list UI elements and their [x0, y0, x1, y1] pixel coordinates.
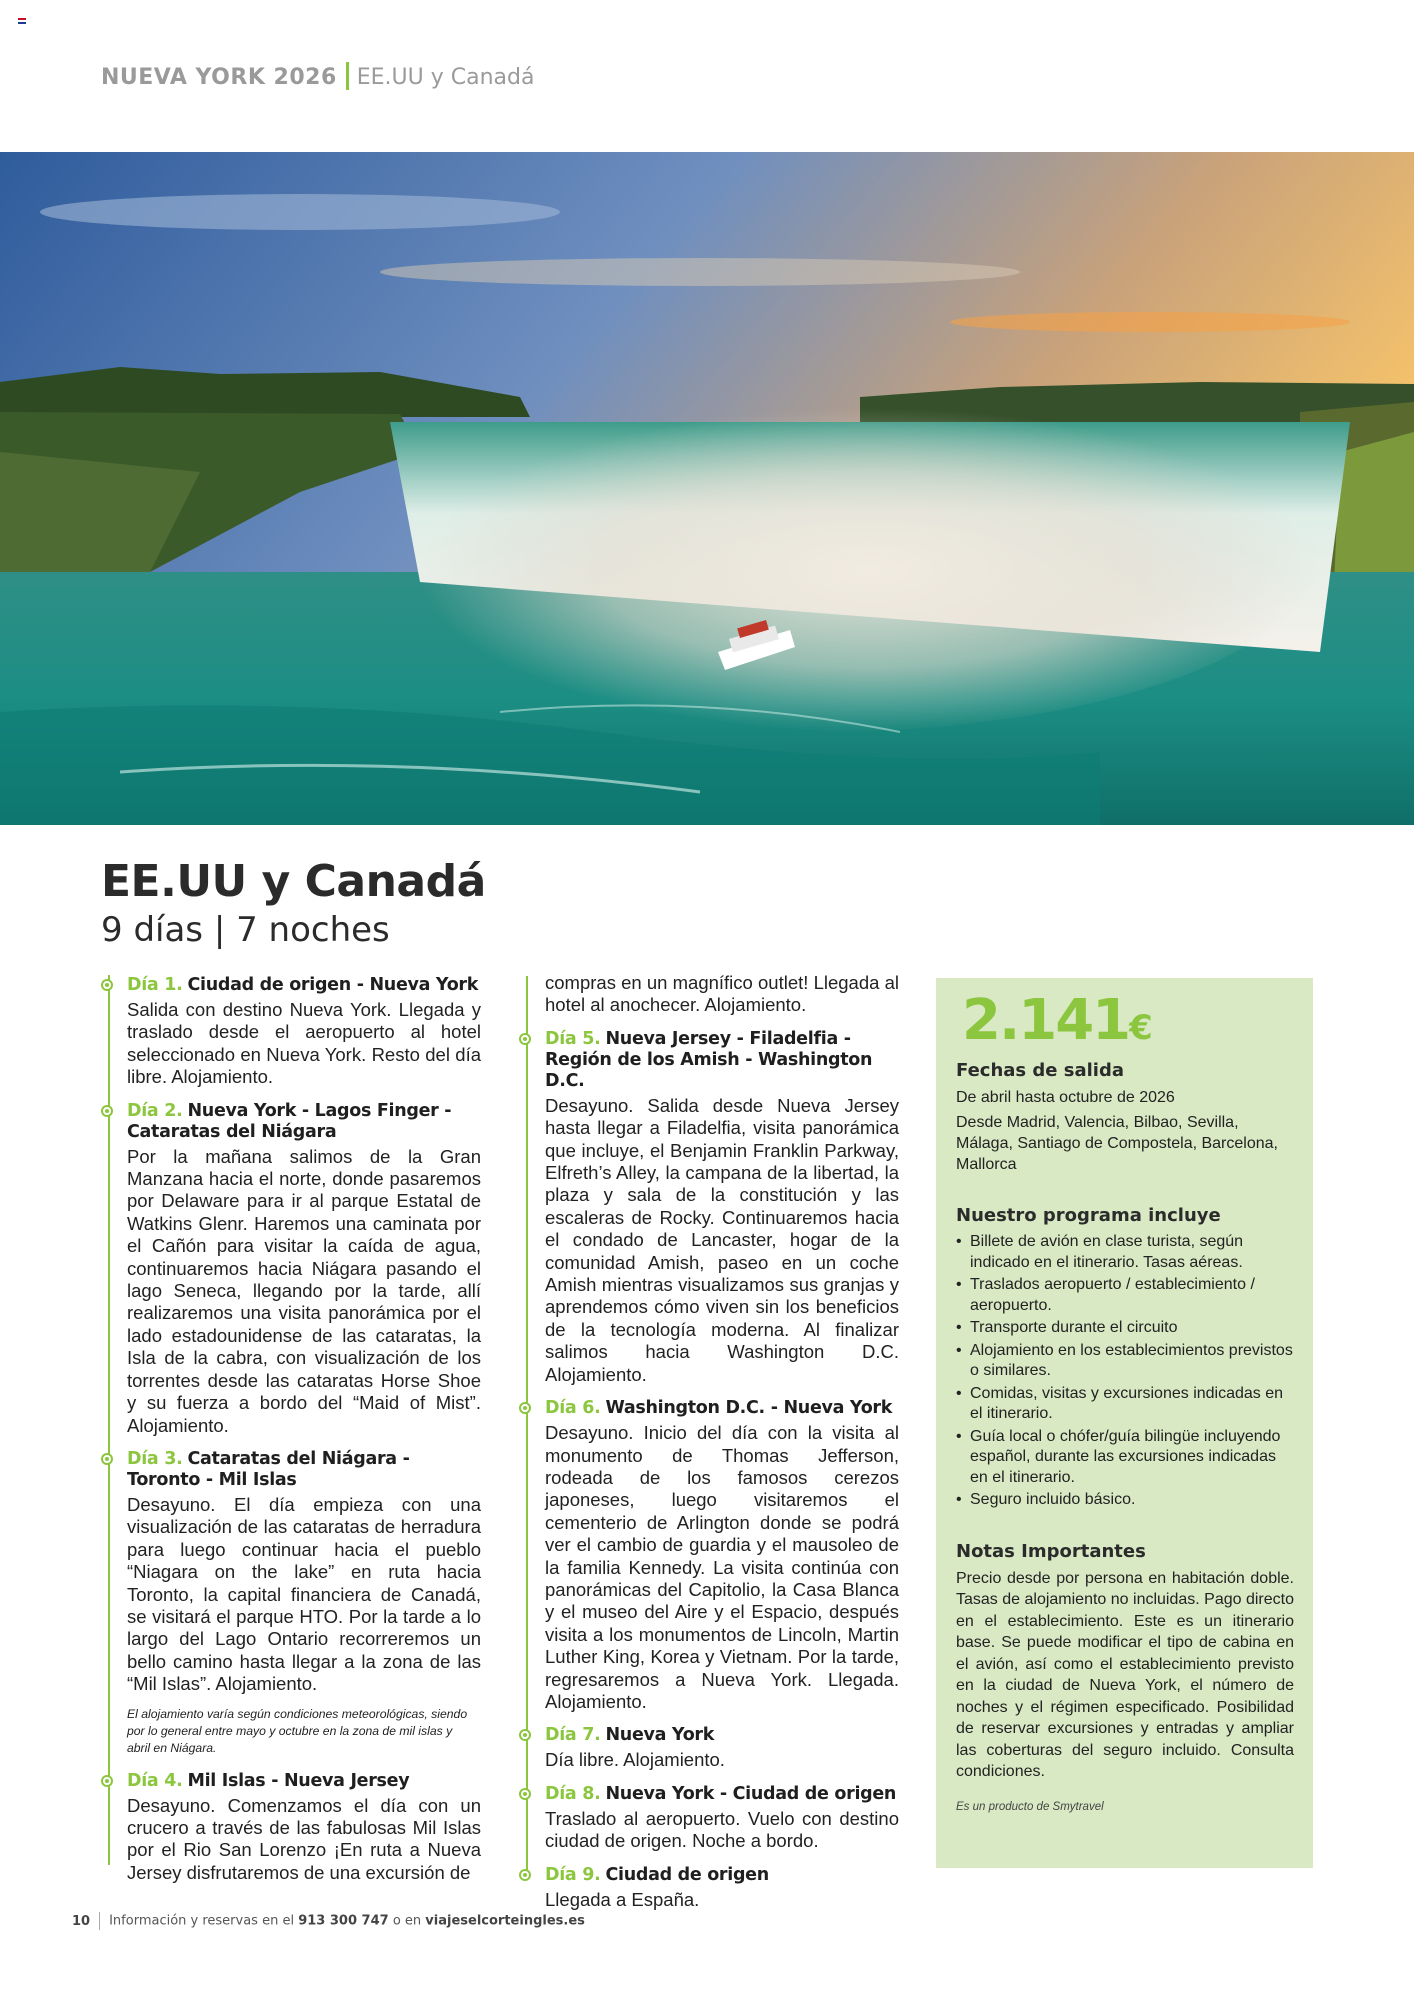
day-heading: [127, 1449, 481, 1491]
product-credit: Es un producto de Smytravel: [956, 1800, 1104, 1813]
day-text: Día libre. Alojamiento.: [545, 1749, 725, 1771]
price-amount: 2.141: [962, 988, 1130, 1053]
timeline-dot-icon: [101, 1105, 113, 1117]
includes-list: [956, 1232, 1294, 1511]
day-text: compras en un magnífico outlet! Llegada al hotel al anochecer. Alojamiento.: [545, 972, 899, 1016]
day-number: Día 4.: [127, 1770, 183, 1791]
itinerary-column-2: [519, 972, 899, 1910]
day-item: [519, 1725, 899, 1771]
departure-dates-heading: Fechas de salida: [956, 1060, 1124, 1081]
departure-cities: Desde Madrid, Valencia, Bilbao, Sevilla, Málaga, Santiago de Compostela, Barcelona, Mallorca: [956, 1114, 1278, 1173]
day-title: Nueva Jersey - Filadelfia - Región de los Amish - Washington D.C.: [545, 1028, 873, 1091]
timeline-dot-icon: [519, 1033, 531, 1045]
timeline-dot-icon: [101, 1775, 113, 1787]
day-heading: [545, 1784, 899, 1805]
day-number: Día 7.: [545, 1725, 601, 1746]
day-number: Día 1.: [127, 975, 183, 995]
day-heading: [127, 1771, 481, 1792]
day-text: Salida con destino Nueva York. Llegada y traslado desde el aeropuerto al hotel seleccionado en Nueva York. Resto del día libre. Alojamiento.: [127, 999, 481, 1088]
day-item: [519, 1029, 899, 1386]
includes-heading: Nuestro programa incluye: [956, 1205, 1221, 1226]
price: [962, 988, 1151, 1053]
header-section: EE.UU y Canadá: [356, 65, 535, 90]
includes-item: • Alojamiento en los establecimientos previstos o similares.: [956, 1341, 1294, 1382]
day-title: Nueva York - Ciudad de origen: [605, 1783, 897, 1804]
day-title: Nueva York - Lagos Finger - Cataratas del Niágara: [127, 1100, 452, 1142]
day-text: Traslado al aeropuerto. Vuelo con destino ciudad de origen. Noche a bordo.: [545, 1807, 899, 1852]
day-title: Ciudad de origen: [605, 1864, 769, 1885]
day-title: Ciudad de origen - Nueva York: [187, 975, 479, 995]
day-title: Mil Islas - Nueva Jersey: [187, 1770, 410, 1791]
header-divider: [346, 62, 349, 90]
day-text: Llegada a España.: [545, 1888, 700, 1910]
accommodation-note: El alojamiento varía según condiciones meteorológicas, siendo por lo general entre mayo y octubre en la zona de mil islas y abril en Niágara.: [127, 1706, 468, 1755]
header-brand: NUEVA YORK 2026: [101, 65, 337, 90]
trip-title: EE.UU y Canadá: [101, 856, 486, 907]
includes-item: • Billete de avión en clase turista, según indicado en el itinerario. Tasas aéreas.: [956, 1232, 1294, 1273]
day-title: Cataratas del Niágara - Toronto - Mil Islas: [127, 1448, 410, 1490]
page-number: 10: [72, 1913, 91, 1929]
includes-item: • Traslados aeropuerto / establecimiento / aeropuerto.: [956, 1275, 1294, 1316]
day-number: Día 8.: [545, 1783, 601, 1804]
page-footer: [72, 1912, 585, 1930]
price-currency: €: [1129, 1008, 1151, 1048]
day-item: [519, 1398, 899, 1713]
day-number: Día 6.: [545, 1398, 601, 1419]
day-item: [519, 1784, 899, 1853]
day-title: Washington D.C. - Nueva York: [605, 1398, 893, 1419]
timeline-dot-icon: [519, 1402, 531, 1414]
footer-website-link[interactable]: viajeselcorteingles.es: [425, 1913, 585, 1929]
footer-phone[interactable]: 913 300 747: [298, 1913, 389, 1929]
includes-item: • Seguro incluido básico.: [956, 1490, 1294, 1511]
flag-icon: [18, 18, 26, 24]
day-number: Día 3.: [127, 1448, 183, 1469]
day-title: Nueva York: [605, 1725, 715, 1746]
timeline-dot-icon: [519, 1869, 531, 1881]
day-heading: [545, 1398, 899, 1419]
footer-text-pre: Información y reservas en el: [109, 1913, 295, 1929]
day-item: [101, 975, 481, 1089]
day-continuation: [519, 972, 899, 1017]
day-item: [101, 1101, 481, 1437]
price-box-content: [956, 1060, 1294, 1813]
day-item: [101, 1449, 481, 1757]
itinerary-column-1: [101, 975, 481, 1883]
includes-item: • Guía local o chófer/guía bilingüe incluyendo español, durante las excursiones indicadas en el itinerario.: [956, 1427, 1294, 1489]
includes-item: • Transporte durante el circuito: [956, 1318, 1294, 1339]
page-header: [101, 64, 534, 92]
day-number: Día 5.: [545, 1028, 601, 1049]
departure-dates-range: De abril hasta octubre de 2026: [956, 1089, 1175, 1106]
trip-subtitle: 9 días | 7 noches: [101, 910, 390, 950]
day-text: Desayuno. El día empieza con una visualización de las cataratas de herradura para luego continuar hacia el pueblo “Niagara on the lake” en ruta hacia Toronto, la capital financiera de Canadá, se visitará el parque HTO. Por la tarde a lo largo del Lago Ontario recorreremos un bello camino hasta llegar a la zona de las “Mil Islas”. Alojamiento.: [127, 1493, 481, 1695]
day-number: Día 9.: [545, 1864, 601, 1885]
day-heading: [127, 1101, 481, 1143]
timeline-dot-icon: [101, 979, 113, 991]
includes-item: • Comidas, visitas y excursiones indicadas en el itinerario.: [956, 1384, 1294, 1425]
day-number: Día 2.: [127, 1100, 183, 1121]
day-text: Desayuno. Comenzamos el día con un crucero a través de las fabulosas Mil Islas por el Rio San Lorenzo ¡En ruta a Nueva Jersey disfrutaremos de una excursión de: [127, 1794, 481, 1883]
timeline-dot-icon: [519, 1729, 531, 1741]
day-item: [519, 1865, 899, 1911]
price-box: [936, 978, 1313, 1868]
day-item: [101, 1771, 481, 1885]
day-heading: [127, 975, 481, 996]
day-text: Desayuno. Inicio del día con la visita al monumento de Thomas Jefferson, rodeada de los famosos cerezos japoneses, luego visitaremos el cementerio de Arlington donde se podrá ver el cambio de guardia y el mausoleo de la familia Kennedy. La visita continúa con panorámicas del Capitolio, la Casa Blanca y el museo del Aire y el Espacio, después visita a los monumentos de Lincoln, Martin Luther King, Korea y Vietnam. Por la tarde, regresaremos a Nueva York. Llegada. Alojamiento.: [545, 1422, 899, 1712]
day-text: Desayuno. Salida desde Nueva Jersey hasta llegar a Filadelfia, visita panorámica que incluye, el Benjamin Franklin Parkway, Elfreth’s Alley, la campana de la libertad, la plaza y sala de la constitución y las escaleras de Rocky. Continuaremos hacia el condado de Lancaster, hogar de la comunidad Amish, paseo en un coche Amish mientras visualizamos sus granjas y aprendemos cómo viven sin los beneficios de la tecnología moderna. Al finalizar salimos hacia Washington D.C. Alojamiento.: [545, 1094, 899, 1385]
notes-text: Precio desde por persona en habitación doble. Tasas de alojamiento no incluidas. Pago directo en el establecimiento. Este es un itinerario base. Se puede modificar el tipo de cabina en el avión, así como el establecimiento previsto en la ciudad de Nueva York, el número de noches y el régimen especificado. Posibilidad de reservar excursiones y entradas y ampliar las coberturas del seguro incluido. Consulta condiciones.: [956, 1569, 1294, 1780]
day-heading: [545, 1725, 899, 1746]
footer-text-mid: o en: [392, 1913, 422, 1929]
footer-divider: [99, 1912, 100, 1930]
notes-heading: Notas Importantes: [956, 1540, 1146, 1562]
timeline-dot-icon: [101, 1453, 113, 1465]
timeline-dot-icon: [519, 1788, 531, 1800]
day-heading: [545, 1029, 899, 1092]
day-text: Por la mañana salimos de la Gran Manzana hacia el norte, donde pasaremos por Delaware para ir al parque Estatal de Watkins Glenr. Haremos una caminata por el Cañón para visitar la caída de agua, continuaremos hacia Niágara pasando el lago Seneca, llegando por la tarde, allí realizaremos una visita panorámica por el lado estadounidense de las cataratas, la Isla de la cabra, con visualización de los torrentes desde las cataratas Horse Shoe y su fuerza a bordo del “Maid of Mist”. Alojamiento.: [127, 1145, 481, 1436]
hero-image-niagara-falls: [0, 152, 1414, 825]
day-heading: [545, 1865, 899, 1886]
